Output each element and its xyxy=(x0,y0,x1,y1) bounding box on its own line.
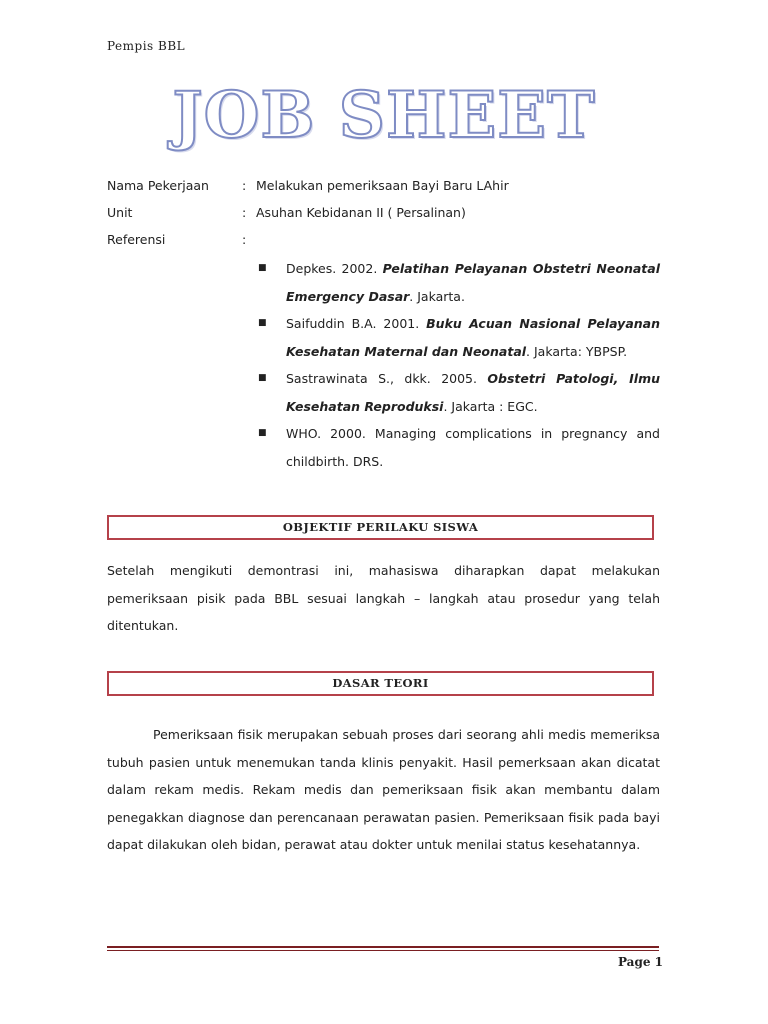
dasar-teori-paragraph: Pemeriksaan fisik merupakan sebuah proses dari seorang ahli medis memeriksa tubuh pasien untuk menemukan tanda klinis penyakit. Hasil pemerksaan akan dicatat dalam rekam medis. Rekam medis dan pemeriksaan fisik akan membantu dalam penegakkan diagnose dan perencanaan perawatan pasien. Pemeriksaan fisik pada bayi dapat dilakukan oleh bidan, perawat atau dokter untuk menilai status kesehatannya. xyxy=(107,727,660,852)
reference-publisher: . Jakarta. xyxy=(409,288,465,304)
bullet-icon: ■ xyxy=(258,263,267,273)
reference-item xyxy=(258,310,660,365)
meta-label: Unit xyxy=(107,205,133,220)
reference-text: WHO. 2000. Managing complications in pregnancy and childbirth. DRS. xyxy=(286,426,660,469)
section-heading-dasar-teori: DASAR TEORI xyxy=(107,671,654,696)
reference-item xyxy=(258,365,660,420)
objektif-paragraph: Setelah mengikuti demontrasi ini, mahasiswa diharapkan dapat melakukan pemeriksaan pisik pada BBL sesuai langkah – langkah atau prosedur yang telah ditentukan. xyxy=(107,563,660,633)
bullet-icon: ■ xyxy=(258,318,267,328)
meta-separator: : xyxy=(242,205,247,220)
bullet-icon: ■ xyxy=(258,373,267,383)
reference-title: Buku Acuan Nasional Pelayanan Kesehatan Maternal dan Neonatal xyxy=(286,316,660,359)
reference-title: Pelatihan Pelayanan Obstetri Neonatal Emergency Dasar xyxy=(286,261,660,304)
meta-label: Nama Pekerjaan xyxy=(107,178,209,193)
footer-rule-thin xyxy=(107,950,659,951)
section-heading-objektif: OBJEKTIF PERILAKU SISWA xyxy=(107,515,654,540)
reference-list xyxy=(258,255,660,475)
document-title: JOB SHEET xyxy=(172,78,596,153)
meta-value: Melakukan pemeriksaan Bayi Baru LAhir xyxy=(256,178,509,193)
reference-publisher: . Jakarta : EGC. xyxy=(443,398,538,414)
bullet-icon: ■ xyxy=(258,428,267,438)
meta-separator: : xyxy=(242,178,247,193)
reference-publisher: . Jakarta: YBPSP. xyxy=(526,343,628,359)
page-number: Page 1 xyxy=(617,955,663,969)
reference-text: Depkes. 2002. xyxy=(286,261,383,276)
reference-item xyxy=(258,255,660,310)
meta-label: Referensi xyxy=(107,232,166,247)
reference-title: Obstetri Patologi, Ilmu Kesehatan Reproduksi xyxy=(286,371,661,414)
footer-rule-thick xyxy=(107,946,659,948)
footer-rule xyxy=(107,946,659,951)
reference-text: Sastrawinata S., dkk. 2005. xyxy=(286,371,488,386)
reference-text: Saifuddin B.A. 2001. xyxy=(286,316,427,331)
meta-separator: : xyxy=(242,232,247,247)
meta-value: Asuhan Kebidanan II ( Persalinan) xyxy=(256,205,466,220)
page-header: Pempis BBL xyxy=(107,39,186,53)
reference-item xyxy=(258,420,660,475)
